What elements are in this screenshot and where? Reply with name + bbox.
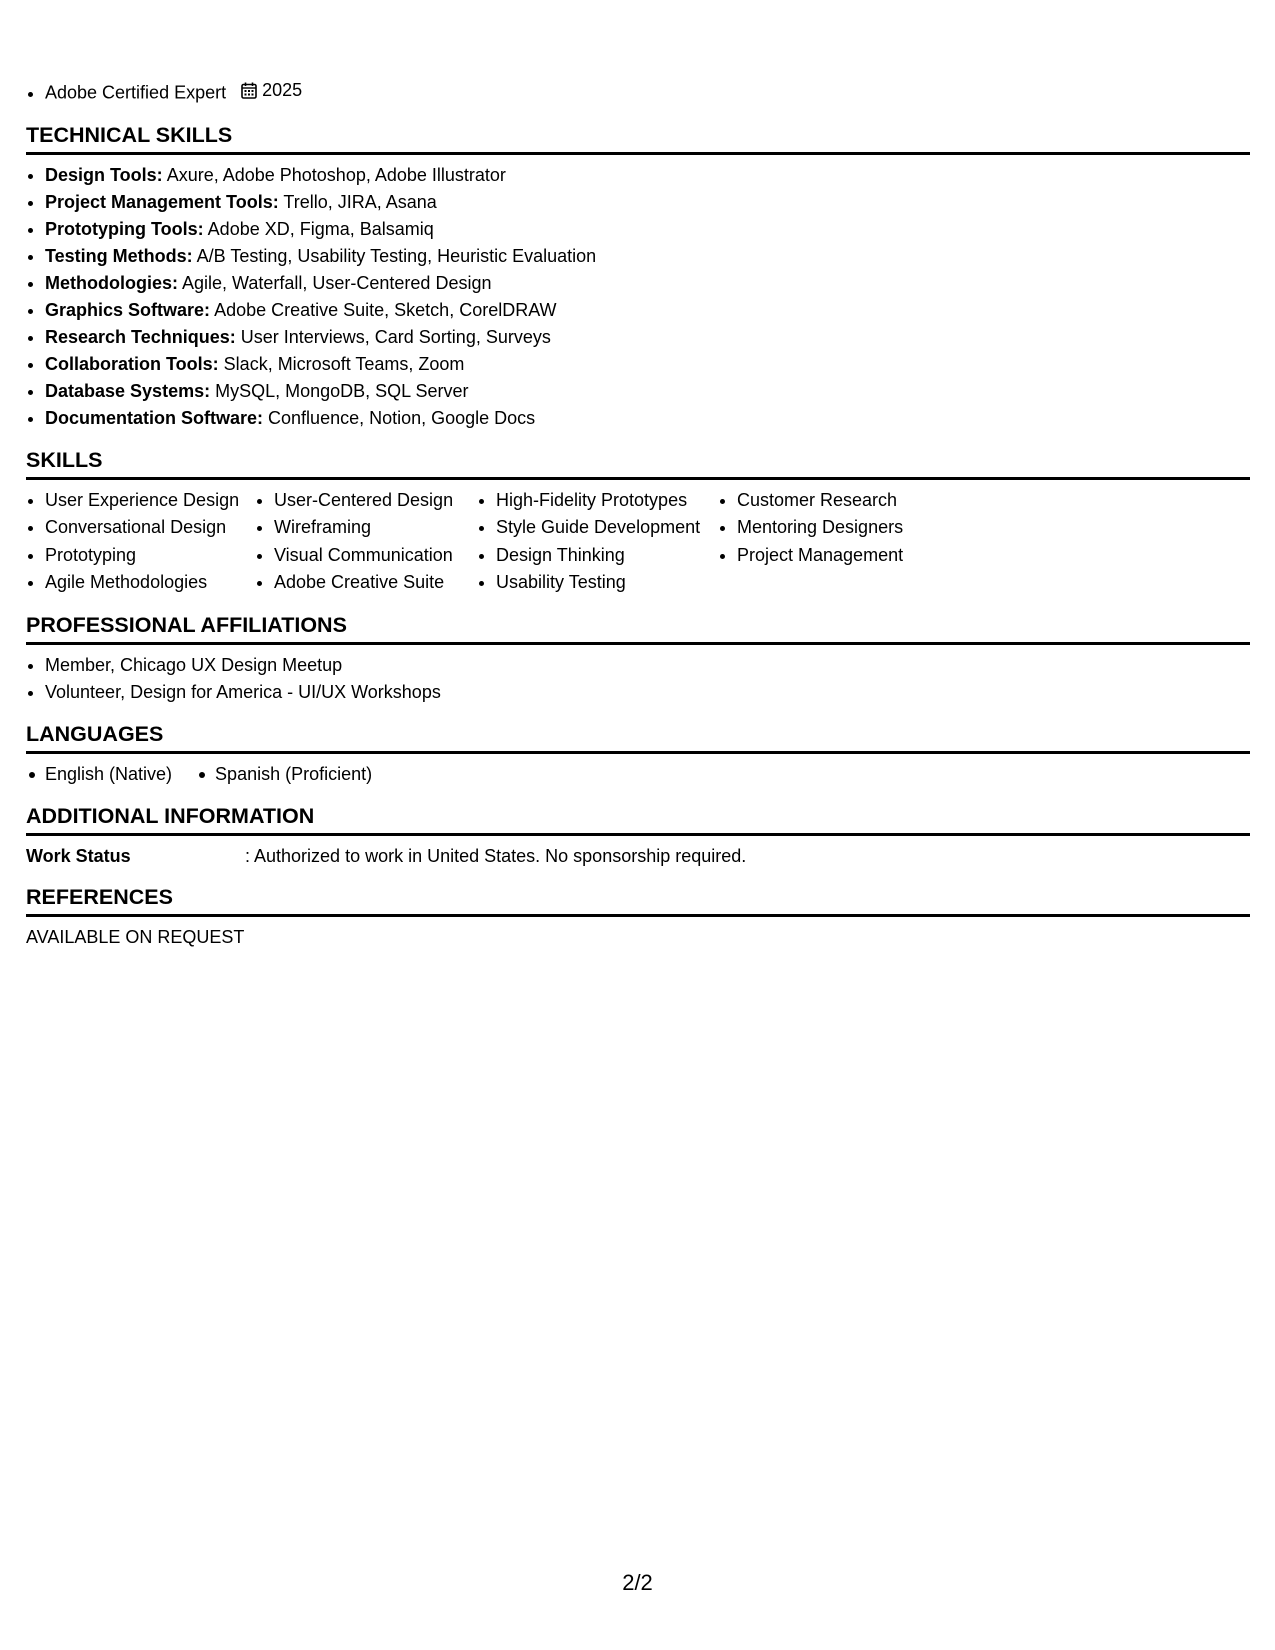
certification-name: Adobe Certified Expert (45, 82, 227, 103)
skill-label: Project Management Tools: (45, 191, 279, 212)
skill-label: Design Tools: (45, 164, 163, 185)
skills-section (26, 446, 1250, 597)
references-title: REFERENCES (26, 883, 1250, 917)
technical-skills-title: TECHNICAL SKILLS (26, 121, 1250, 155)
list-item (45, 243, 1250, 270)
additional-info-section (26, 802, 1250, 869)
list-item (45, 324, 1250, 351)
list-item: • Design Thinking (496, 542, 718, 570)
list-item: Spanish (Proficient) (196, 761, 372, 788)
list-item (45, 405, 1250, 432)
skills-column-1 (26, 487, 255, 597)
affiliations-title: PROFESSIONAL AFFILIATIONS (26, 611, 1250, 645)
list-item: • High-Fidelity Prototypes (496, 487, 718, 515)
skill-label: Documentation Software: (45, 407, 264, 428)
list-item (45, 189, 1250, 216)
technical-skills-section (26, 121, 1250, 432)
list-item (45, 216, 1250, 243)
skill-value: Adobe Creative Suite, Sketch, CorelDRAW (214, 299, 557, 320)
work-status-row (26, 843, 1250, 869)
references-text: AVAILABLE ON REQUEST (26, 926, 245, 947)
skill-value: Agile, Waterfall, User-Centered Design (182, 272, 492, 293)
affiliations-section (26, 611, 1250, 706)
list-item: • Adobe Creative Suite (274, 569, 477, 597)
skill-value: MySQL, MongoDB, SQL Server (215, 380, 469, 401)
list-item: • Customer Research (737, 487, 977, 515)
list-item (45, 297, 1250, 324)
work-status-value: : Authorized to work in United States. No sponsorship required. (245, 845, 747, 866)
skill-value: Axure, Adobe Photoshop, Adobe Illustrator (166, 164, 506, 185)
skill-label: Testing Methods: (45, 245, 193, 266)
list-item: • Mentoring Designers (737, 514, 977, 542)
languages-title: LANGUAGES (26, 720, 1250, 754)
list-item (45, 270, 1250, 297)
list-item: • Conversational Design (45, 514, 255, 542)
list-item: • User Experience Design (45, 487, 255, 515)
skill-value: Slack, Microsoft Teams, Zoom (223, 353, 465, 374)
certification-year: 2025 (262, 80, 303, 100)
calendar-icon (241, 82, 257, 99)
skill-label: Collaboration Tools: (45, 353, 219, 374)
technical-skills-list (26, 162, 1250, 432)
list-item: • Project Management (737, 542, 977, 570)
list-item: • Usability Testing (496, 569, 718, 597)
list-item: • Prototyping (45, 542, 255, 570)
skill-label: Graphics Software: (45, 299, 211, 320)
list-item: • Visual Communication (274, 542, 477, 570)
skills-grid (26, 487, 1250, 597)
list-item: • Member, Chicago UX Design Meetup (45, 652, 1250, 679)
skill-value: Confluence, Notion, Google Docs (268, 407, 536, 428)
skills-column-2 (255, 487, 477, 597)
skills-column-3 (477, 487, 718, 597)
certification-date (241, 76, 302, 104)
skill-value: User Interviews, Card Sorting, Surveys (240, 326, 551, 347)
certification-list (26, 76, 1250, 107)
resume-page (26, 76, 1250, 950)
list-item (45, 378, 1250, 405)
skill-label: Research Techniques: (45, 326, 236, 347)
affiliations-list (26, 652, 1250, 706)
skill-label: Database Systems: (45, 380, 211, 401)
languages-list (26, 761, 1250, 788)
skill-label: Prototyping Tools: (45, 218, 204, 239)
languages-section (26, 720, 1250, 788)
list-item (45, 351, 1250, 378)
list-item: • Wireframing (274, 514, 477, 542)
additional-info-title: ADDITIONAL INFORMATION (26, 802, 1250, 836)
skill-value: Adobe XD, Figma, Balsamiq (207, 218, 434, 239)
work-status-label: Work Status (26, 845, 131, 866)
list-item: • User-Centered Design (274, 487, 477, 515)
list-item: English (Native) (26, 761, 172, 788)
skills-title: SKILLS (26, 446, 1250, 480)
list-item: • Agile Methodologies (45, 569, 255, 597)
list-item (45, 162, 1250, 189)
certification-item (45, 76, 1250, 107)
references-section (26, 883, 1250, 950)
page-number: 2/2 (622, 1570, 653, 1595)
skill-label: Methodologies: (45, 272, 178, 293)
skills-column-4 (718, 487, 977, 597)
skill-value: Trello, JIRA, Asana (283, 191, 437, 212)
list-item: • Style Guide Development (496, 514, 718, 542)
skill-value: A/B Testing, Usability Testing, Heuristic Evaluation (196, 245, 597, 266)
list-item: • Volunteer, Design for America - UI/UX Workshops (45, 679, 1250, 706)
